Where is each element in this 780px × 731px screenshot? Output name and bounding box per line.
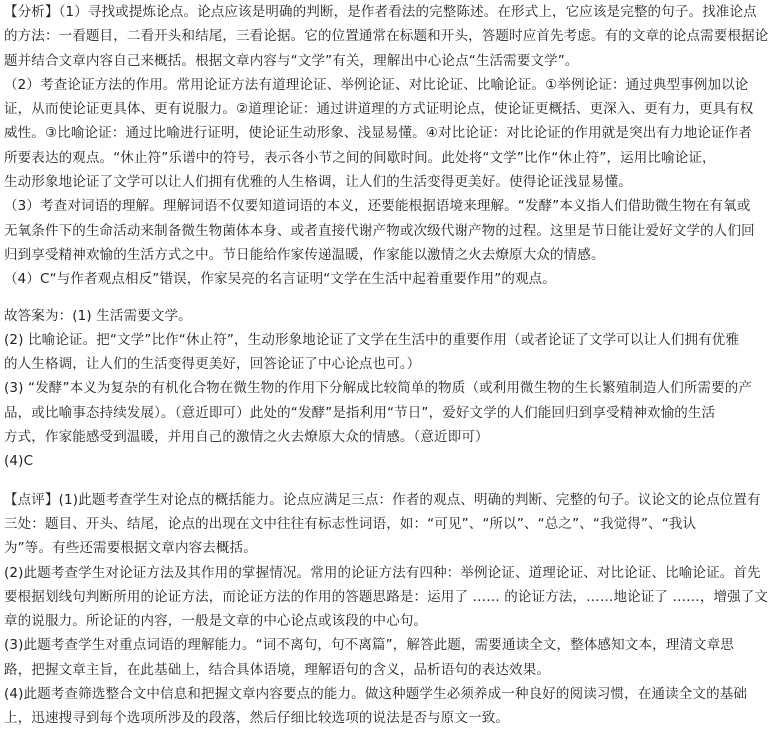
analysis-line: 的方法：一看题目，二看开头和结尾，三看论据。它的位置通常在标题和开头，答题时应首先考虑。有的文章的论点需要根据论 xyxy=(4,28,769,45)
comment-line: (3)此题考查学生对重点词语的理解能力。“词不离句，句不离篇”，解答此题，需要通读全文，整体感知文本，理清文章思 xyxy=(4,637,735,654)
comment-line: (4)此题考查筛选整合文中信息和把握文章内容要点的能力。做这种题学生必须养成一种良好的阅读习惯，在通读全文的基础 xyxy=(4,686,748,703)
analysis-line: （3）考查对词语的理解。理解词语不仅要知道词语的本义，还要能根据语境来理解。“发酵”本义指人们借助微生物在有氧或 xyxy=(4,198,751,215)
answer-line: (2) 比喻论证。把“文学”比作“休止符”，生动形象地论证了文学在生活中的重要作用（或者论证了文学可以让人们拥有优雅 xyxy=(4,331,740,348)
answer-line: 故答案为：(1) 生活需要文学。 xyxy=(4,307,192,324)
analysis-section xyxy=(4,0,776,292)
analysis-line: 无氧条件下的生命活动来制备微生物菌体本身、或者直接代谢产物或次级代谢产物的过程。这里是节日能让爱好文学的人们回 xyxy=(4,222,755,239)
analysis-line: 所要表达的观点。“休止符”乐谱中的符号，表示各小节之间的间歇时间。此处将“文学”比作“休止符”，运用比喻论证， xyxy=(4,149,716,166)
answer-section xyxy=(4,304,776,474)
answer-line: 方式，作家能感受到温暖，并用自己的激情之火去燎原大众的情感。（意近即可） xyxy=(4,429,489,446)
comment-line: 【点评】(1)此题考查学生对论点的概括能力。论点应满足三点：作者的观点、明确的判断、完整的句子。议论文的论点位置有 xyxy=(4,491,761,508)
section-spacer xyxy=(4,474,776,488)
comment-section xyxy=(4,488,776,731)
comment-line: 章的说服力。所论证的内容，一般是文章的中心论点或该段的中心句。 xyxy=(4,613,428,630)
analysis-line: 归到享受精神欢愉的生活方式之中。节日能给作家传递温暖，作家能以激情之火去燎原大众的情感。 xyxy=(4,246,605,263)
comment-line: 要根据划线句判断所用的论证方法，而论证方法的作用的答题思路是：运用了 …… 的论证方法，……地论证了 ……，增强了文 xyxy=(4,588,769,605)
answer-line: (3) “发酵”本义为复杂的有机化合物在微生物的作用下分解成比较简单的物质（或利用微生物的生长繁殖制造人们所需要的产 xyxy=(4,380,753,397)
answer-line: 的人生格调，让人们的生活变得更美好，回答论证了中心论点也可。） xyxy=(4,356,421,373)
comment-line: 三处：题目、开头、结尾，论点的出现在文中往往有标志性词语，如：“可见”、“所以”、“总之”、“我觉得”、“我认 xyxy=(4,515,697,532)
answer-line: (4)C xyxy=(4,453,34,470)
comment-line: 路，把握文章主旨，在此基础上，结合具体语境，理解语句的含义，品析语句的表达效果。 xyxy=(4,661,550,678)
answer-line: 品，或比喻事态持续发展）。（意近即可）此处的“发酵”是指利用“节日”，爱好文学的人们能回归到享受精神欢愉的生活 xyxy=(4,404,716,421)
comment-line: 上，迅速搜寻到每个选项所涉及的段落，然后仔细比较选项的说法是否与原文一致。 xyxy=(4,710,510,727)
analysis-line: （2）考查论证方法的作用。常用论证方法有道理论证、举例论证、对比论证、比喻论证。①举例论证：通过典型事例加以论 xyxy=(4,76,749,93)
section-spacer xyxy=(4,292,776,304)
analysis-line: 题并结合文章内容自己来概括。根据文章内容与“文学”有关，理解出中心论点“生活需要文学”。 xyxy=(4,52,579,69)
analysis-line: 威性。③比喻论证：通过比喻进行证明，使论证生动形象、浅显易懂。④对比论证：对比论证的作用就是突出有力地论证作者 xyxy=(4,125,752,142)
analysis-line: 生动形象地论证了文学可以让人们拥有优雅的人生格调，让人们的生活变得更美好。使得论证浅显易懂。 xyxy=(4,174,632,191)
comment-line: (2)此题考查学生对论证方法及其作用的掌握情况。常用的论证方法有四种：举例论证、道理论证、对比论证、比喻论证。首先 xyxy=(4,564,761,581)
comment-line: 为”等。有些还需要根据文章内容去概括。 xyxy=(4,540,257,557)
analysis-line: 【分析】（1）寻找或提炼论点。论点应该是明确的判断，是作者看法的完整陈述。在形式上，它应该是完整的句子。找准论点 xyxy=(4,4,757,20)
analysis-line: 证，从而使论证更具体、更有说服力。②道理论证：通过讲道理的方式证明论点，使论证更概括、更深入、更有力，更具有权 xyxy=(4,101,754,118)
analysis-line: （4）C“与作者观点相反”错误，作家吴亮的名言证明“文学在生活中起着重要作用”的观点。 xyxy=(4,271,556,288)
